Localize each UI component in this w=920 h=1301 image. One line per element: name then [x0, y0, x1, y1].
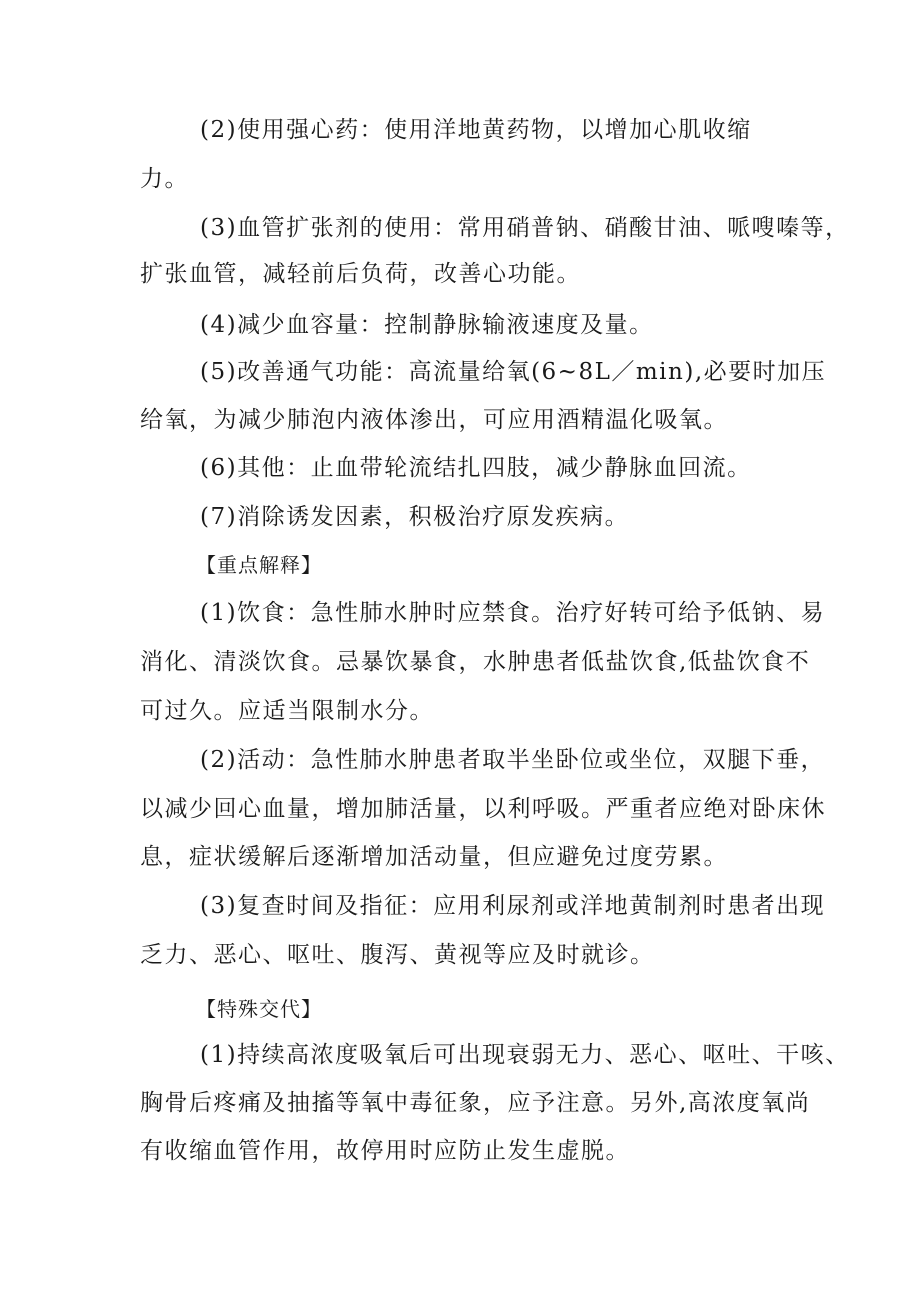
- text-line: (7)消除诱发因素，积极治疗原发疾病。: [200, 504, 630, 530]
- text-line: (5)改善通气功能：高流量给氧(6~8L／min),必要时加压: [200, 359, 827, 385]
- text-line: 可过久。应适当限制水分。: [140, 698, 434, 724]
- text-line: 扩张血管，减轻前后负荷，改善心功能。: [140, 261, 581, 287]
- text-line: 消化、清淡饮食。忌暴饮暴食，水肿患者低盐饮食,低盐饮食不: [140, 649, 811, 675]
- text-line: (1)持续高浓度吸氧后可出现衰弱无力、恶心、呕吐、干咳、: [200, 1042, 850, 1068]
- text-line: 以减少回心血量，增加肺活量，以利呼吸。严重者应绝对卧床休: [140, 796, 826, 822]
- text-line: 息，症状缓解后逐渐增加活动量，但应避免过度劳累。: [140, 844, 728, 870]
- text-line: (1)饮食：急性肺水肿时应禁食。治疗好转可给予低钠、易: [200, 600, 826, 626]
- text-line: (3)血管扩张剂的使用：常用硝普钠、硝酸甘油、哌嗖嗪等，: [200, 215, 850, 241]
- text-line: (2)活动：急性肺水肿患者取半坐卧位或坐位，双腿下垂，: [200, 747, 826, 773]
- section-heading: 【重点解释】: [196, 553, 322, 577]
- text-line: (4)减少血容量：控制静脉输液速度及量。: [200, 312, 654, 338]
- text-line: (6)其他：止血带轮流结扎四肢，减少静脉血回流。: [200, 455, 752, 481]
- text-line: 有收缩血管作用，故停用时应防止发生虚脱。: [140, 1138, 630, 1164]
- text-line: (2)使用强心药：使用洋地黄药物，以增加心肌收缩: [200, 117, 752, 143]
- text-line: 胸骨后疼痛及抽搐等氧中毒征象，应予注意。另外,高浓度氧尚: [140, 1090, 811, 1116]
- text-line: (3)复查时间及指征：应用利尿剂或洋地黄制剂时患者出现: [200, 893, 826, 919]
- text-line: 力。: [140, 166, 189, 192]
- text-line: 给氧，为减少肺泡内液体渗出，可应用酒精温化吸氧。: [140, 407, 728, 433]
- section-heading: 【特殊交代】: [196, 997, 322, 1021]
- text-line: 乏力、恶心、呕吐、腹泻、黄视等应及时就诊。: [140, 942, 655, 968]
